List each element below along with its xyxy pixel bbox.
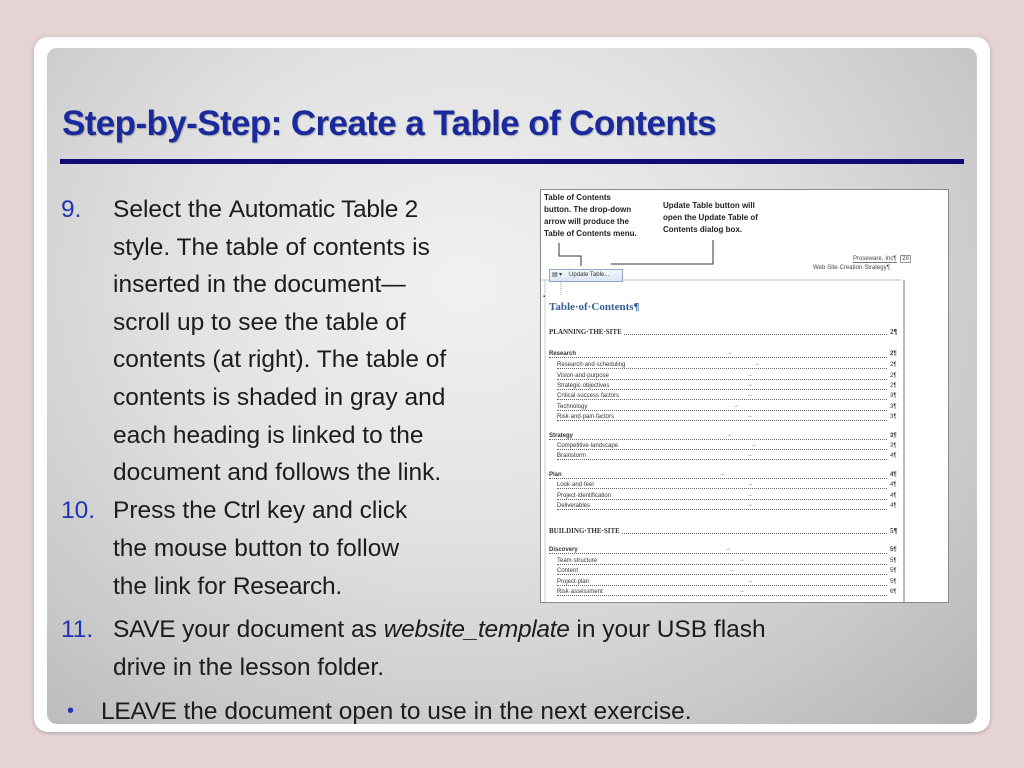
tab-marker: →: [747, 502, 753, 508]
tab-marker: →: [747, 481, 753, 487]
toc-entry[interactable]: [541, 373, 948, 383]
step-9-line: each heading is linked to the: [113, 421, 424, 449]
toc-page-number: 3¶: [890, 443, 897, 449]
dropdown-arrow-icon[interactable]: ▾: [559, 272, 563, 278]
toc-entry-label: Deliverables: [557, 503, 591, 509]
toc-leader-dots: [557, 459, 887, 460]
toc-screenshot: [540, 189, 949, 603]
callout-line: Table of Contents: [544, 193, 611, 202]
toc-leader-dots: [549, 478, 887, 479]
anchor-marker: ▪: [543, 294, 546, 300]
tab-marker: →: [747, 578, 753, 584]
toc-entry-label: Critical·success·factors: [557, 393, 620, 399]
toc-leader-dots: [557, 585, 887, 586]
toc-page-number: 4¶: [890, 503, 897, 509]
tab-marker: →: [729, 567, 735, 573]
step-9-line: contents (at right). The table of: [113, 346, 447, 374]
toc-entry[interactable]: [541, 433, 948, 443]
toc-page-number: 4¶: [890, 453, 897, 459]
toc-entry[interactable]: [541, 393, 948, 403]
step-9-line: Select the Automatic Table 2: [113, 196, 418, 223]
toc-leader-dots: [557, 449, 887, 450]
slide: [47, 48, 977, 724]
toc-entry-label: Research·and·scheduling: [557, 362, 626, 368]
toc-leader-dots: [549, 357, 887, 358]
toc-entry[interactable]: [541, 443, 948, 453]
toc-entry[interactable]: [541, 362, 948, 372]
ctrl-key-label: Ctrl: [223, 497, 261, 524]
step-10-line-1: Press the Ctrl key and click: [113, 497, 408, 524]
toc-page-number: 2¶: [890, 362, 897, 368]
callout-line: Update Table button will: [663, 201, 755, 210]
toc-entry-label: Strategy: [549, 433, 574, 439]
toc-entry[interactable]: [541, 493, 948, 503]
filename-label: website_template: [383, 616, 570, 643]
tab-marker: →: [739, 557, 745, 563]
toc-page-number: 3¶: [890, 393, 897, 399]
header-doc-title: Web·Site·Creation·Strategy¶: [813, 265, 890, 271]
toc-leader-dots: [557, 420, 887, 421]
toc-entry[interactable]: [541, 568, 948, 578]
bullet-marker: •: [67, 700, 75, 722]
toc-entry[interactable]: [541, 351, 948, 361]
step-11-number: 11.: [61, 616, 94, 643]
toc-leader-dots: [557, 399, 887, 400]
tab-marker: →: [733, 403, 739, 409]
toc-entry[interactable]: [541, 414, 948, 424]
toc-leader-dots: [557, 379, 887, 380]
toc-leader-dots: [557, 574, 887, 575]
tab-marker: →: [726, 432, 732, 438]
tab-marker: →: [739, 588, 745, 594]
tab-marker: →: [754, 361, 760, 367]
toc-entry[interactable]: [541, 503, 948, 513]
toc-entry[interactable]: [541, 589, 948, 599]
toc-entry-label: Vision·and·purpose: [557, 373, 609, 379]
toc-page-number: 3¶: [890, 433, 897, 439]
toc-entry-label: Plan: [549, 472, 562, 478]
save-label: SAVE: [113, 616, 176, 643]
tab-marker: →: [719, 471, 725, 477]
toc-entry-label: PLANNING·THE·SITE: [549, 328, 622, 336]
callout-line: arrow will produce the: [544, 217, 629, 226]
toc-leader-dots: [557, 488, 887, 489]
step-11-line-2: drive in the lesson folder.: [113, 654, 385, 681]
toc-page-number: 5¶: [890, 579, 897, 585]
toc-leader-dots: [557, 410, 887, 411]
toc-entry-label: Project·identification: [557, 493, 612, 499]
toc-page-number: 3¶: [890, 404, 897, 410]
tab-marker: →: [747, 492, 753, 498]
toc-entry-label: Risk·and·pain·factors: [557, 414, 615, 420]
step-9-line: document and follows the link.: [113, 459, 442, 487]
toc-page-number: 5¶: [890, 527, 898, 535]
toc-entry-label: Risk·assessment: [557, 589, 603, 595]
toc-entry-label: Research: [549, 351, 577, 357]
toc-entry-label: Brainstorm: [557, 453, 587, 459]
toc-entry[interactable]: [541, 472, 948, 482]
step-9-line: contents is shaded in gray and: [113, 384, 446, 411]
toc-page-number: 4¶: [890, 482, 897, 488]
bullet-line: LEAVE the document open to use in the next exercise.: [101, 698, 692, 724]
style-name-label: Automatic Table 2: [228, 196, 418, 223]
tab-marker: →: [726, 350, 732, 356]
leave-label: LEAVE: [101, 698, 177, 724]
research-label: Research: [232, 573, 336, 600]
callout-line: Contents dialog box.: [663, 225, 743, 234]
tab-marker: →: [747, 452, 753, 458]
update-table-button[interactable]: Update Table...: [569, 272, 610, 278]
toc-entry[interactable]: [541, 404, 948, 414]
toc-entry[interactable]: [541, 383, 948, 393]
toc-page-number: 4¶: [890, 472, 897, 478]
tab-marker: →: [747, 413, 753, 419]
toc-page-number: 2¶: [890, 373, 897, 379]
toc-entry-label: Competitive·landscape: [557, 443, 619, 449]
tab-marker: →: [747, 392, 753, 398]
toc-leader-dots: [549, 439, 887, 440]
toc-toolbar: [549, 269, 623, 282]
toc-entry-label: Project·plan: [557, 579, 590, 585]
toc-entry[interactable]: [541, 328, 948, 338]
toc-entry[interactable]: [541, 527, 948, 537]
tab-marker: →: [747, 382, 753, 388]
tab-marker: →: [747, 372, 753, 378]
toc-page-number: 5¶: [890, 558, 897, 564]
toc-entry[interactable]: [541, 482, 948, 492]
toc-page-number: 5¶: [890, 547, 897, 553]
toc-page-number: 2¶: [890, 351, 897, 357]
toc-leader-dots: [557, 595, 887, 596]
header-company: Proseware,·Inc¶ 2¤: [853, 256, 909, 262]
toc-entry-label: Technology: [557, 404, 588, 410]
toc-leader-dots: [557, 509, 887, 510]
slide-title: Step-by-Step: Create a Table of Contents: [62, 104, 717, 143]
toc-entry-label: Strategic·objectives: [557, 383, 610, 389]
toc-entry-label: BUILDING·THE·SITE: [549, 527, 620, 535]
callout-line: button. The drop-down: [544, 205, 632, 214]
tab-marker: →: [751, 442, 757, 448]
toc-page-number: 5¶: [890, 568, 897, 574]
toc-page-number: 6¶: [890, 589, 897, 595]
toc-entry-label: Team·structure: [557, 558, 598, 564]
step-10-line-2: the mouse button to follow: [113, 535, 400, 562]
toc-page-number: 2¶: [890, 383, 897, 389]
toc-entry-label: Discovery: [549, 547, 578, 553]
toc-page-number: 4¶: [890, 493, 897, 499]
toc-entry-label: Content: [557, 568, 579, 574]
toc-entry[interactable]: [541, 453, 948, 463]
step-11-line-1: SAVE your document as website_template in your USB flash: [113, 616, 766, 643]
toc-leader-dots: [557, 368, 887, 369]
step-9-line: style. The table of contents is: [113, 233, 430, 261]
tab-marker: →: [725, 546, 731, 552]
step-10-line-3: the link for Research.: [113, 573, 343, 600]
step-9-line: scroll up to see the table of: [113, 308, 406, 336]
toc-entry[interactable]: [541, 547, 948, 557]
toc-leader-dots: [557, 389, 887, 390]
toc-leader-dots: [549, 553, 887, 554]
toc-page-number: 2¶: [890, 328, 898, 336]
callout-line: Table of Contents menu.: [544, 229, 637, 238]
step-10-number: 10.: [61, 497, 96, 524]
toc-page-number: 3¶: [890, 414, 897, 420]
toc-entry[interactable]: [541, 558, 948, 568]
step-9-line: inserted in the document—: [113, 271, 406, 299]
toc-entry-label: Look·and·feel: [557, 482, 594, 488]
toc-heading: Table·of·Contents¶: [549, 301, 640, 313]
callout-line: open the Update Table of: [663, 213, 758, 222]
toc-leader-dots: [557, 499, 887, 500]
step-9-number: 9.: [61, 196, 82, 223]
toc-leader-dots: [557, 564, 887, 565]
toc-menu-icon[interactable]: ▤: [552, 272, 558, 278]
